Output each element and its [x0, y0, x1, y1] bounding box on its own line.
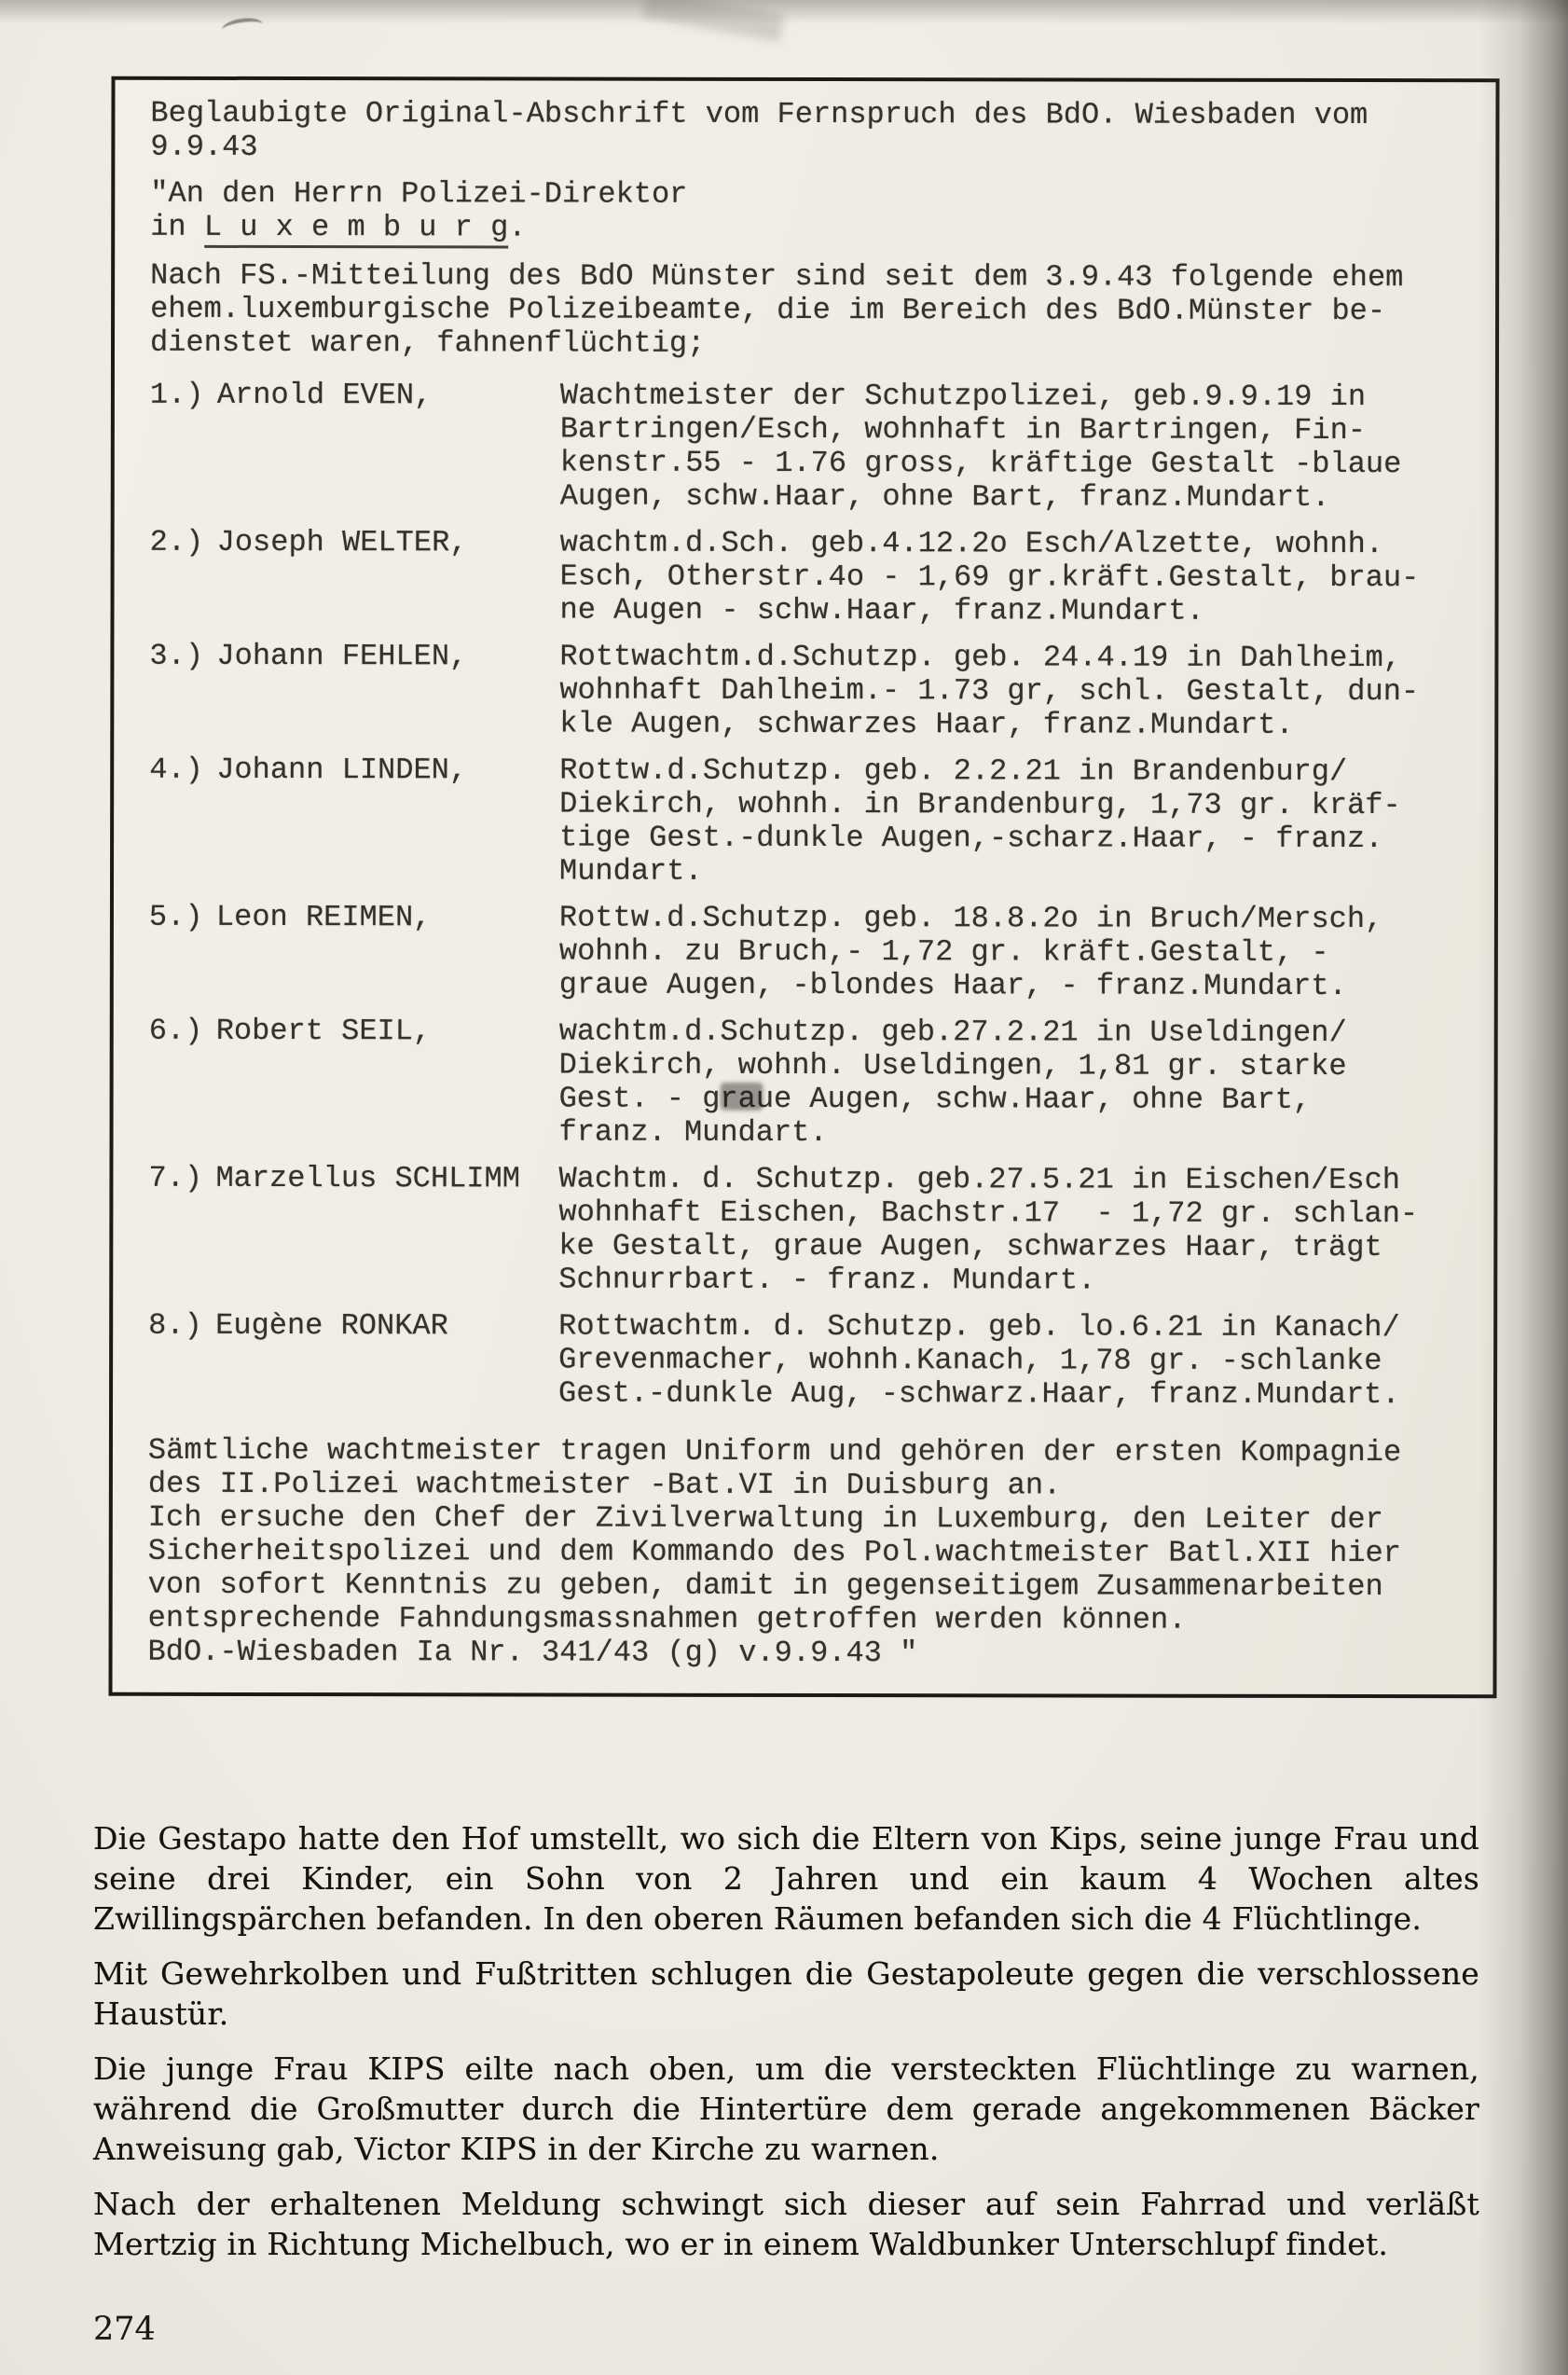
addressee-city: L u x e m b u r g: [204, 210, 509, 249]
officer-name: Robert SEIL,: [215, 1013, 432, 1049]
officer-entry-4: [149, 753, 1478, 890]
officer-description: wachtm.d.Sch. geb.4.12.2o Esch/Alzette, wohnh. Esch, Otherstr.4o - 1,69 gr.kräft.Gestalt, brau- ne Augen - schw.Haar, franz.Mundart.: [559, 525, 1420, 628]
officer-name: Arnold EVEN,: [216, 377, 433, 413]
officer-description: Rottw.d.Schutzp. geb. 18.8.2o in Bruch/Mersch, wohnh. zu Bruch,- 1,72 gr. kräft.Gestalt, - graue Augen, -blondes Haar, - franz.Mundart.: [558, 900, 1383, 1004]
document-closing: Sämtliche wachtmeister tragen Uniform und gehören der ersten Kompagnie des II.Polizei wachtmeister -Bat.VI in Duisburg an. Ich ersuche den Chef der Zivilverwaltung in Luxemburg, den Leiter der Sicherheitspolizei und dem Kommando des Pol.wachtmeister Batl.XII hier von sofort Kenntnis zu geben, damit in gegenseitigem Zusammenarbeiten entsprechende Fahndungsmassnahmen getroffen werden können. BdO.-Wiesbaden Ia Nr. 341/43 (g) v.9.9.43 ": [147, 1432, 1402, 1671]
entry-number: 8.): [148, 1307, 202, 1343]
officer-name: Joseph WELTER,: [216, 524, 468, 560]
paragraph-1: Die Gestapo hatte den Hof umstellt, wo sich die Eltern von Kips, seine junge Frau und seine drei Kinder, ein Sohn von 2 Jahren und ein kaum 4 Wochen altes Zwillingspärchen befanden. In den oberen Räumen befanden sich die 4 Flüchtlinge.: [93, 1820, 1479, 1937]
paragraph-3: Die junge Frau KIPS eilte nach oben, um die versteckten Flüchtlinge zu warnen, während die Großmutter durch die Hintertüre dem gerade angekommenen Bäcker Anweisung gab, Victor KIPS in der Kirche zu warnen.: [93, 2051, 1479, 2167]
entry-number: 7.): [148, 1160, 203, 1195]
fold-mark: [642, 0, 785, 42]
document-intro: Nach FS.-Mitteilung des BdO Münster sind seit dem 3.9.43 folgende ehem ehem.luxemburgische Polizeibeamte, die im Bereich des BdO.Münster be- dienstet waren, fahnenflüchtig;: [149, 257, 1404, 361]
entry-number: 3.): [149, 638, 204, 673]
entry-number: 5.): [148, 899, 203, 934]
officer-entry-5: [149, 901, 1478, 1003]
officer-entry-3: [149, 640, 1478, 742]
entry-number: 6.): [148, 1013, 203, 1048]
addressee-city-line: [150, 211, 1479, 246]
officer-name: Leon REIMEN,: [215, 899, 432, 935]
paragraph-4: Nach der erhaltenen Meldung schwingt sich dieser auf sein Fahrrad und verläßt Mertzig in Richtung Michelbuch, wo er in einem Waldbunker Unterschlupf findet.: [93, 2186, 1479, 2262]
book-body-text: [93, 1818, 1479, 2279]
officer-description: Wachtmeister der Schutzpolizei, geb.9.9.19 in Bartringen/Esch, wohnhaft in Bartringen, Fin- kenstr.55 - 1.76 gross, kräftige Gestalt -blaue Augen, schw.Haar, ohne Bart, franz.Mundart.: [559, 378, 1402, 515]
scan-edge-top: [0, 0, 1568, 24]
officer-entry-6: [149, 1015, 1478, 1151]
officer-description: wachtm.d.Schutzp. geb.27.2.21 in Useldingen/ Diekirch, wohnh. Useldingen, 1,81 gr. starke Gest. - graue Augen, schw.Haar, ohne Bart, franz. Mundart.: [558, 1014, 1347, 1151]
document-header: Beglaubigte Original-Abschrift vom Fernspruch des BdO. Wiesbaden vom 9.9.43: [150, 95, 1369, 164]
addressee-suffix: .: [508, 210, 527, 245]
officer-description: Wachtm. d. Schutzp. geb.27.5.21 in Eischen/Esch wohnhaft Eischen, Bachstr.17 - 1,72 gr. schlan- ke Gestalt, graue Augen, schwarzes Haar, trägt Schnurrbart. - franz. Mundart.: [558, 1161, 1419, 1298]
officer-entry-7: [148, 1162, 1477, 1298]
officer-name: Johann LINDEN,: [216, 752, 468, 788]
paragraph-2: Mit Gewehrkolben und Fußtritten schlugen die Gestapoleute gegen die verschlossene Haustür.: [93, 1955, 1479, 2032]
page-number: 274: [93, 2311, 156, 2348]
entry-number: 2.): [149, 524, 204, 559]
officer-description: Rottwachtm. d. Schutzp. geb. lo.6.21 in Kanach/ Grevenmacher, wohnh.Kanach, 1,78 gr. -schlanke Gest.-dunkle Aug, -schwarz.Haar, franz.Mundart.: [558, 1308, 1400, 1413]
officer-description: Rottwachtm.d.Schutzp. geb. 24.4.19 in Dahlheim, wohnhaft Dahlheim.- 1.73 gr, schl. Gestalt, dun- kle Augen, schwarzes Haar, franz.Mundart.: [559, 639, 1420, 742]
officer-name: Johann FEHLEN,: [216, 638, 468, 674]
officer-name: Marzellus SCHLIMM: [215, 1160, 520, 1196]
officer-description: Rottw.d.Schutzp. geb. 2.2.21 in Brandenburg/ Diekirch, wohnh. in Brandenburg, 1,73 gr. kräf- tige Gest.-dunkle Augen,-scharz.Haar, - franz. Mundart.: [558, 753, 1401, 889]
officer-entry-8: [148, 1309, 1477, 1412]
addressee-prefix: in: [150, 209, 204, 244]
entry-number: 1.): [149, 377, 204, 412]
addressee-line: "An den Herrn Polizei-Direktor: [150, 175, 688, 212]
officer-entry-2: [149, 526, 1478, 628]
pencil-mark: [221, 16, 264, 38]
officer-entry-1: [150, 379, 1479, 515]
entry-number: 4.): [149, 752, 203, 787]
typewritten-telex-copy: [108, 76, 1499, 1699]
officer-name: Eugène RONKAR: [215, 1307, 448, 1344]
